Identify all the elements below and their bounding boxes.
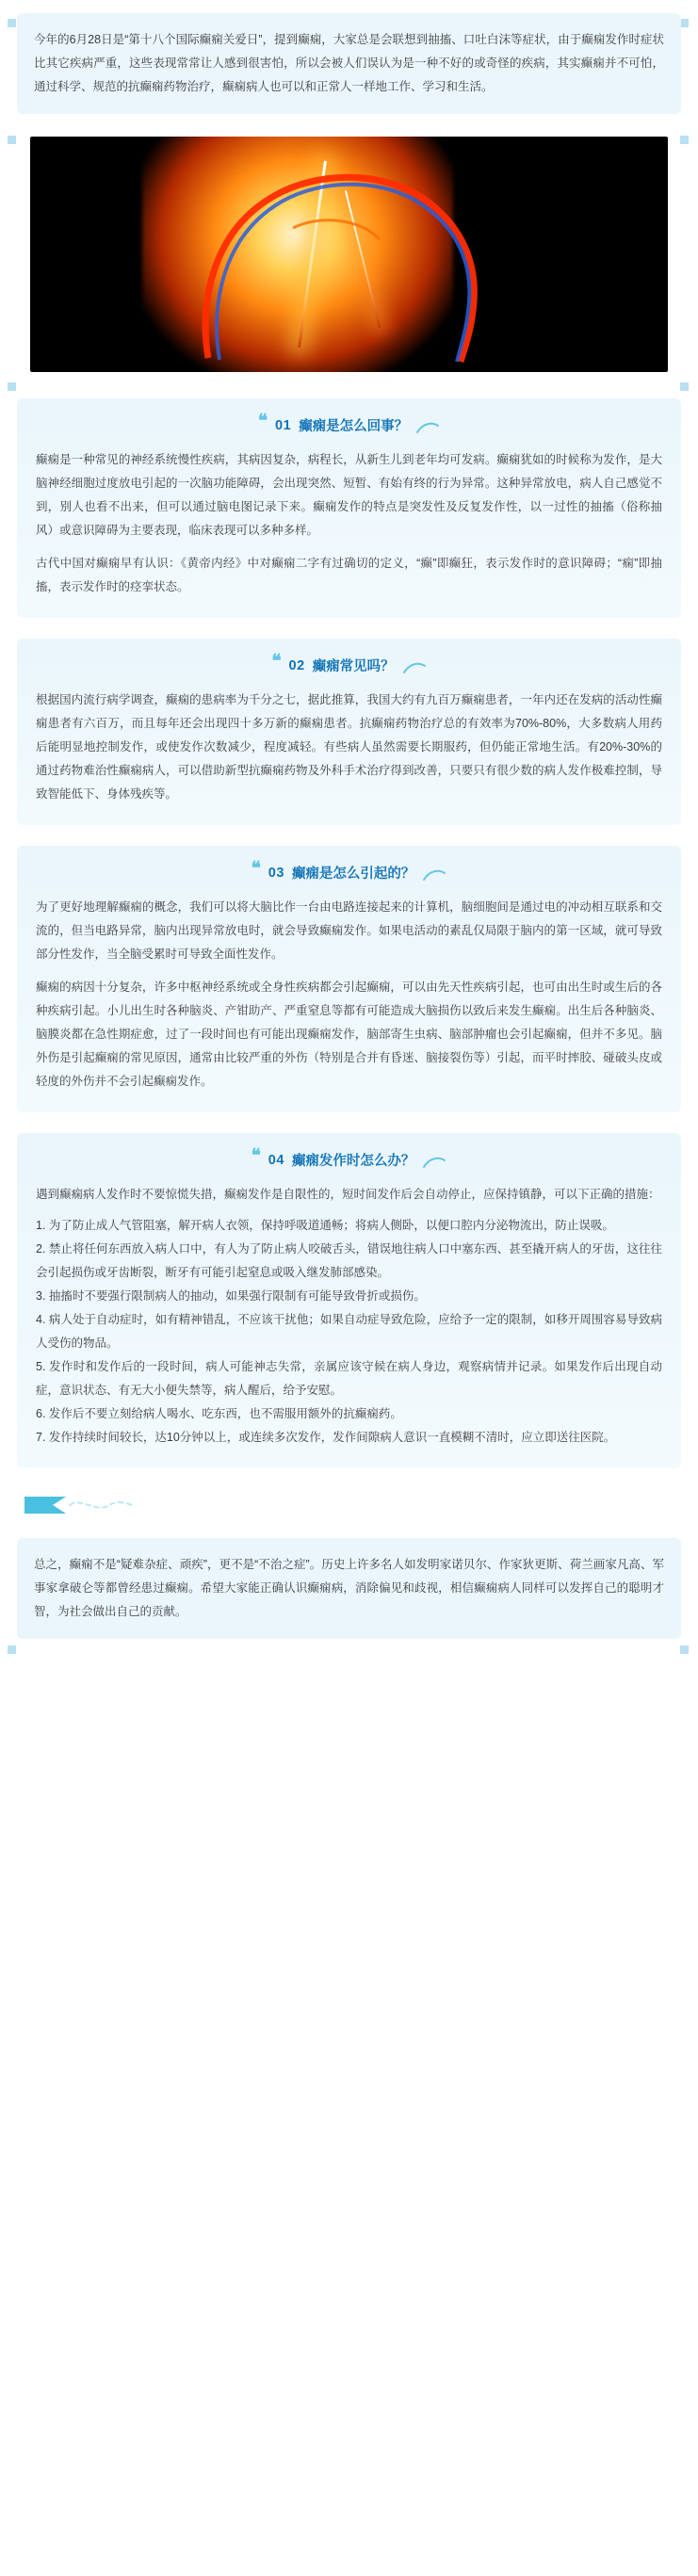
quote-icon: ❝ <box>271 652 282 672</box>
swoosh-icon <box>402 660 427 675</box>
list-item: 3. 抽搐时不要强行限制病人的抽动，如果强行限制有可能导致骨折或损伤。 <box>36 1289 426 1303</box>
decorative-square <box>680 1645 689 1654</box>
section-01 <box>17 398 681 618</box>
list-item: 2. 禁止将任何东西放入病人口中，有人为了防止病人咬破舌头，错误地往病人口中塞东西、甚至撬开病人的牙齿，这往往会引起损伤或牙齿断裂，断牙有可能引起窒息或吸入继发肺部感染。 <box>36 1242 662 1279</box>
section-02 <box>17 639 681 825</box>
section-paragraph: 为了更好地理解癫痫的概念，我们可以将大脑比作一台由电路连接起来的计算机，脑细胞间是通过电的冲动相互联系和交流的，但当电路异常，脑内出现异常放电时，就会导致癫痫发作。如果电活动的素乱仅局限于脑内的第一区域，就可导致部分性发作，当全脑受累时可导致全面性发作。 <box>36 900 662 961</box>
quote-icon: ❝ <box>251 1146 261 1166</box>
section-paragraph: 遇到癫痫病人发作时不要惊慌失措，癫痫发作是自限性的，短时间发作后会自动停止，应保持镇静，可以下正确的措施： <box>36 1188 660 1201</box>
list-item: 4. 病人处于自动症时，如有精神错乱，不应该干扰他；如果自动症导致危险，应给予一定的限制，如移开周围容易导致病人受伤的物品。 <box>36 1313 662 1350</box>
section-number: 03 <box>268 865 284 881</box>
head-outline-icon <box>161 141 538 367</box>
section-paragraph: 癫痫是一种常见的神经系统慢性疾病，其病因复杂，病程长，从新生儿到老年均可发病。癫痫犹如的时候称为发作，是大脑神经细胞过度放电引起的一次脑功能障碍，会出现突然、短暂、有始有终的行为异常。这种异常放电，病人自己感觉不到，别人也看不出来，但可以通过脑电图记录下来。癫痫发作的特点是突发性及反复发作性，以一过性的抽搐（俗称抽风）或意识障碍为主要表现，临床表现可以多种多样。 <box>36 453 662 537</box>
article-page <box>0 13 698 1667</box>
intro-text: 今年的6月28日是“第十八个国际癫痫关爱日”，提到癫痫，大家总是会联想到抽搐、口吐白沫等症状，由于癫痫发作时症状比其它疾病严重，这些表现常常让人感到很害怕，所以会被人们误认为是一种不好的或奇怪的疾病，其实癫痫并不可怕，通过科学、规范的抗癫痫药物治疗，癫痫病人也可以和正常人一样地工作、学习和生活。 <box>34 33 664 93</box>
section-title: 癫痫常见吗？ <box>312 659 395 674</box>
list-item: 6. 发作后不要立刻给病人喝水、吃东西，也不需服用额外的抗癫痫药。 <box>36 1407 402 1420</box>
flag-icon <box>23 1493 136 1517</box>
section-header <box>36 1146 662 1179</box>
quote-icon: ❝ <box>251 859 261 879</box>
swoosh-icon <box>422 867 446 883</box>
section-paragraph: 古代中国对癫痫早有认识：《黄帝内经》中对癫痫二字有过确切的定义，“癫”即癫狂，表示发作时的意识障碍；“痫”即抽搐，表示发作时的痉挛状态。 <box>36 557 662 593</box>
decorative-square <box>8 19 16 27</box>
list-item: 7. 发作持续时间较长，达10分钟以上，或连续多次发作，发作间隙病人意识一直模糊不清时，应立即送往医院。 <box>36 1431 616 1444</box>
decorative-square <box>680 136 689 144</box>
swoosh-icon <box>415 420 440 435</box>
list-item: 1. 为了防止成人气管阻塞，解开病人衣领，保持呼吸道通畅；将病人侧卧，以便口腔内分泌物流出，防止误吸。 <box>36 1219 614 1232</box>
section-header <box>36 412 662 445</box>
footer-card <box>17 1538 681 1639</box>
section-paragraph: 根据国内流行病学调查，癫痫的患病率为千分之七，据此推算，我国大约有九百万癫痫患者，一年内还在发病的活动性癫痫患者有六百万，而且每年还会出现四十多万新的癫痫患者。抗癫痫药物治疗总的有效率为70%-80%，大多数病人用药后能明显地控制发作，或使发作次数减少，程度减轻。有些病人虽然需要长期服药，但仍能正常地生活。有20%-30%的通过药物难治性癫痫病人，可以借助新型抗癫痫药物及外科手术治疗得到改善，只要只有很少数的病人发作极难控制，导致智能低下、身体残疾等。 <box>36 693 662 801</box>
section-title: 癫痫是怎么引起的？ <box>291 867 415 882</box>
section-title: 癫痫是怎么回事？ <box>299 419 409 434</box>
section-number: 04 <box>268 1152 284 1168</box>
list-item: 5. 发作时和发作后的一段时间，病人可能神志失常，亲属应该守候在病人身边，观察病情并记录。如果发作后出现自动症，意识状态、有无大小便失禁等，病人醒后，给予安慰。 <box>36 1360 662 1397</box>
section-number: 01 <box>275 417 292 433</box>
section-number: 02 <box>288 657 305 673</box>
decorative-square <box>680 382 689 391</box>
section-header <box>36 859 662 892</box>
section-04 <box>17 1133 681 1468</box>
swoosh-icon <box>422 1155 446 1170</box>
section-title: 癫痫发作时怎么办？ <box>291 1154 415 1169</box>
hero-image <box>30 137 668 372</box>
decorative-square <box>8 136 16 144</box>
hero-image-frame <box>24 131 674 378</box>
decorative-square <box>680 19 689 27</box>
section-header <box>36 652 662 685</box>
first-aid-step-list <box>36 1214 662 1450</box>
section-03 <box>17 846 681 1112</box>
footer-text: 总之，癫痫不是“疑难杂症、顽疾”，更不是“不治之症”。历史上许多名人如发明家诺贝尔、作家狄更斯、荷兰画家凡高、军事家拿破仑等都曾经患过癫痫。希望大家能正确认识癫痫病，消除偏见和歧视，相信癫痫病人同样可以发挥自己的聪明才智，为社会做出自己的贡献。 <box>34 1558 664 1618</box>
ribbon-ornament <box>23 1493 698 1517</box>
section-paragraph: 癫痫的病因十分复杂，许多中枢神经系统或全身性疾病都会引起癫痫，可以由先天性疾病引起，也可由出生时或生后的各种疾病引起。小儿出生时各种脑炎、产钳助产、严重窒息等都有可能造成大脑损伤以致后来发生癫痫。出生后各种脑炎、脑膜炎都在急性期症愈，过了一段时间也有可能出现癫痫发作，脑部寄生虫病、脑部肿瘤也会引起癫痫，但并不多见。脑外伤是引起癫痫的常见原因，通常由比较严重的外伤（特别是合并有昏迷、脑接裂伤等）引起，而平时摔胶、碰破头皮或轻度的外伤并不会引起癫痫发作。 <box>36 980 662 1088</box>
quote-icon: ❝ <box>257 412 268 431</box>
intro-card <box>17 13 681 114</box>
decorative-square <box>8 382 16 391</box>
decorative-square <box>8 1645 16 1654</box>
